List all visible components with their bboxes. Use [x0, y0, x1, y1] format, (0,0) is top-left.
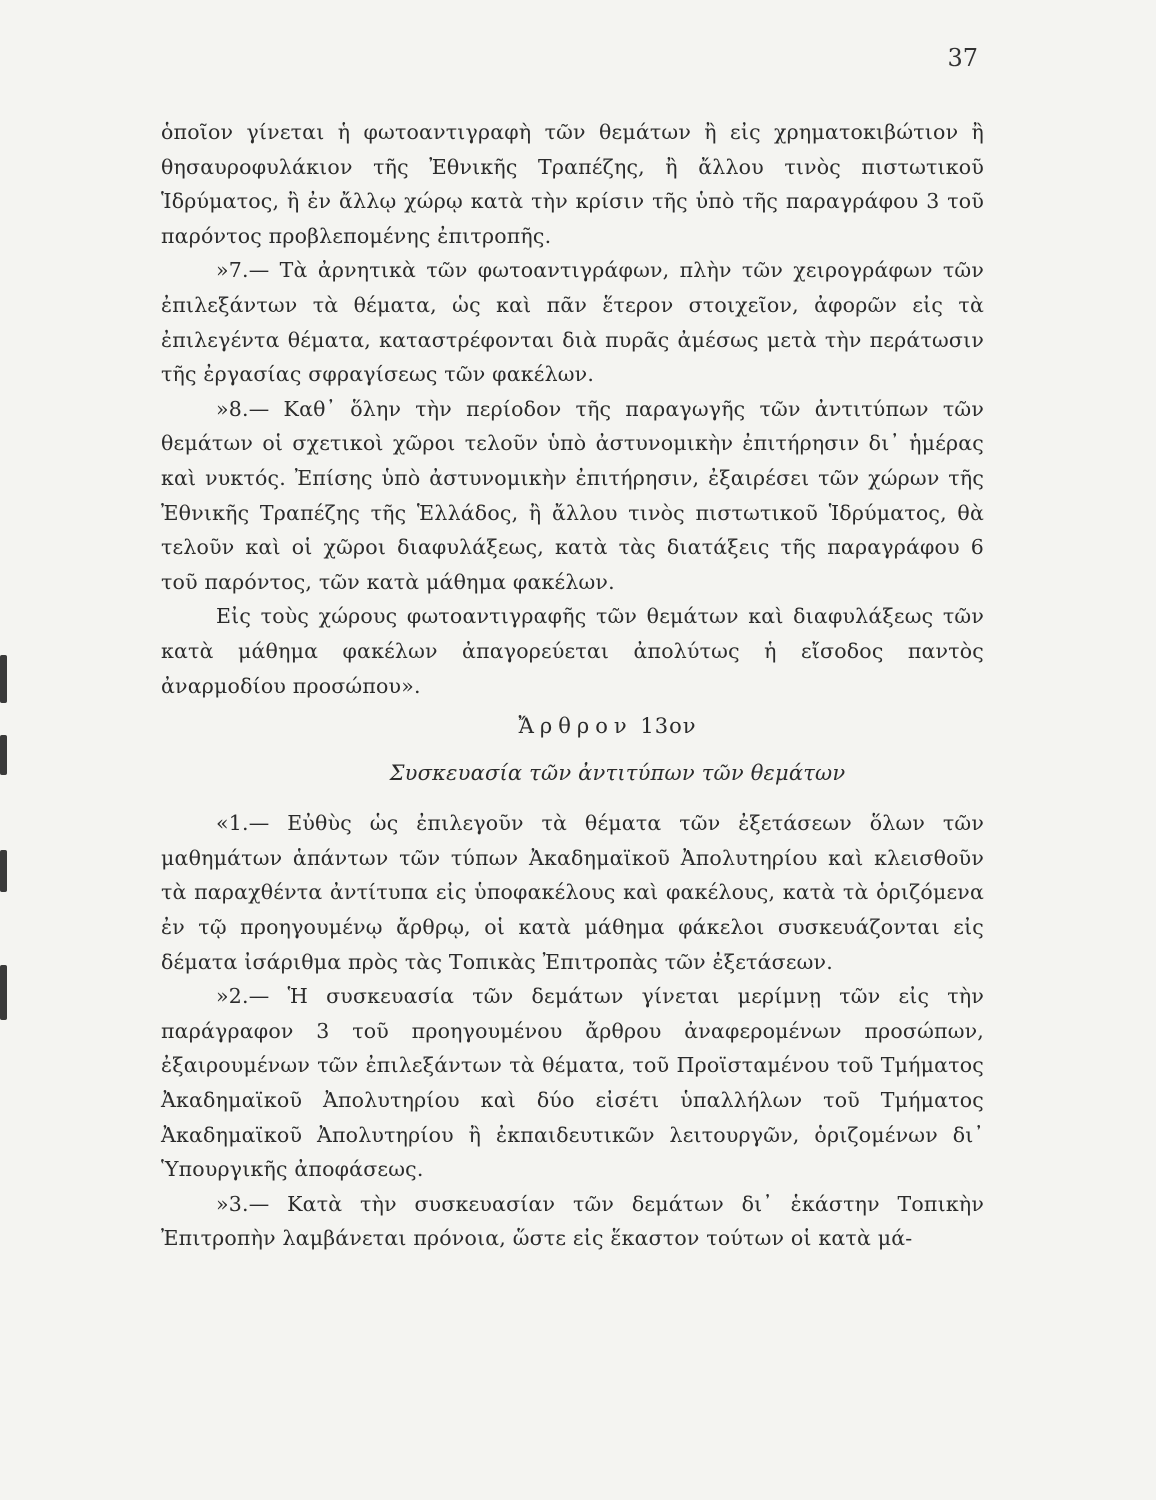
paragraph: ὁποῖον γίνεται ἡ φωτοαντιγραφὴ τῶν θεμάτων ἢ εἰς χρηματοκιβώτιον ἢ θησαυροφυλάκιον τῆς Ἐθνικῆς Τραπέζης, ἢ ἄλλου τινὸς πιστωτικοῦ Ἱδρύματος, ἢ ἐν ἄλλῳ χώρῳ κατὰ τὴν κρίσιν τῆς ὑπὸ τῆς παραγράφου 3 τοῦ παρόντος προβλεπομένης ἐπιτροπῆς. [161, 120, 984, 248]
paragraph: »8.— Καθ᾽ ὅλην τὴν περίοδον τῆς παραγωγῆς τῶν ἀντιτύπων τῶν θεμάτων οἱ σχετικοὶ χῶροι τελοῦν ὑπὸ ἀστυνομικὴν ἐπιτήρησιν δι᾽ ἡμέρας καὶ νυκτός. Ἐπίσης ὑπὸ ἀστυνομικὴν ἐπιτήρησιν, ἐξαιρέσει τῶν χώρων τῆς Ἐθνικῆς Τραπέζης τῆς Ἑλλάδος, ἢ ἄλλου τινὸς πιστωτικοῦ Ἱδρύματος, θὰ τελοῦν καὶ οἱ χῶροι διαφυλάξεως, κατὰ τὰς διατάξεις τῆς παραγράφου 6 τοῦ παρόντος, τῶν κατὰ μάθημα φακέλων. [161, 396, 984, 594]
paragraph: »7.— Τὰ ἀρνητικὰ τῶν φωτοαντιγράφων, πλὴν τῶν χειρογράφων τῶν ἐπιλεξάντων τὰ θέματα, ὡς καὶ πᾶν ἕτερον στοιχεῖον, ἀφορῶν εἰς τὰ ἐπιλεγέντα θέματα, καταστρέφονται διὰ πυρᾶς ἀμέσως μετὰ τὴν περάτωσιν τῆς ἐργασίας σφραγίσεως τῶν φακέλων. [161, 258, 984, 387]
article-word: Ἄρθρον [518, 714, 633, 739]
article-number: 13ον [640, 714, 697, 739]
binding-mark [0, 655, 7, 703]
page-number: 37 [947, 44, 978, 72]
paragraph: »2.— Ἡ συσκευασία τῶν δεμάτων γίνεται μερίμνῃ τῶν εἰς τὴν παράγραφον 3 τοῦ προηγουμένου ἄρθρου ἀναφερομένων προσώπων, ἐξαιρουμένων τῶν ἐπιλεξάντων τὰ θέματα, τοῦ Προϊσταμένου τοῦ Τμήματος Ἀκαδημαϊκοῦ Ἀπολυτηρίου καὶ δύο εἰσέτι ὑπαλλήλων τοῦ Τμήματος Ἀκαδημαϊκοῦ Ἀπολυτηρίου ἢ ἐκπαιδευτικῶν λειτουργῶν, ὁριζομένων δι᾽ Ὑπουργικῆς ἀποφάσεως. [161, 984, 984, 1182]
article-title: Συσκευασία τῶν ἀντιτύπων τῶν θεμάτων [389, 760, 846, 785]
binding-mark [0, 735, 7, 775]
paragraph: Εἰς τοὺς χώρους φωτοαντιγραφῆς τῶν θεμάτων καὶ διαφυλάξεως τῶν κατὰ μάθημα φακέλων ἀπαγορεύεται ἀπολύτως ἡ εἴσοδος παντὸς ἀναρμοδίου προσώπου». [161, 604, 984, 698]
paragraph: «1.— Εὐθὺς ὡς ἐπιλεγοῦν τὰ θέματα τῶν ἐξετάσεων ὅλων τῶν μαθημάτων ἁπάντων τῶν τύπων Ἀκαδημαϊκοῦ Ἀπολυτηρίου καὶ κλεισθοῦν τὰ παραχθέντα ἀντίτυπα εἰς ὑποφακέλους καὶ φακέλους, κατὰ τὰ ὁριζόμενα ἐν τῷ προηγουμένῳ ἄρθρῳ, οἱ κατὰ μάθημα φάκελοι συσκευάζονται εἰς δέματα ἰσάριθμα πρὸς τὰς Τοπικὰς Ἐπιτροπὰς τῶν ἐξετάσεων. [161, 811, 984, 974]
binding-mark [0, 850, 7, 892]
body-text [161, 115, 984, 1256]
paragraph: »3.— Κατὰ τὴν συσκευασίαν τῶν δεμάτων δι᾽ ἑκάστην Τοπικὴν Ἐπιτροπὴν λαμβάνεται πρόνοια, ὥστε εἰς ἕκαστον τούτων οἱ κατὰ μά- [161, 1191, 984, 1251]
article-heading [161, 709, 984, 744]
binding-mark [0, 965, 7, 1020]
